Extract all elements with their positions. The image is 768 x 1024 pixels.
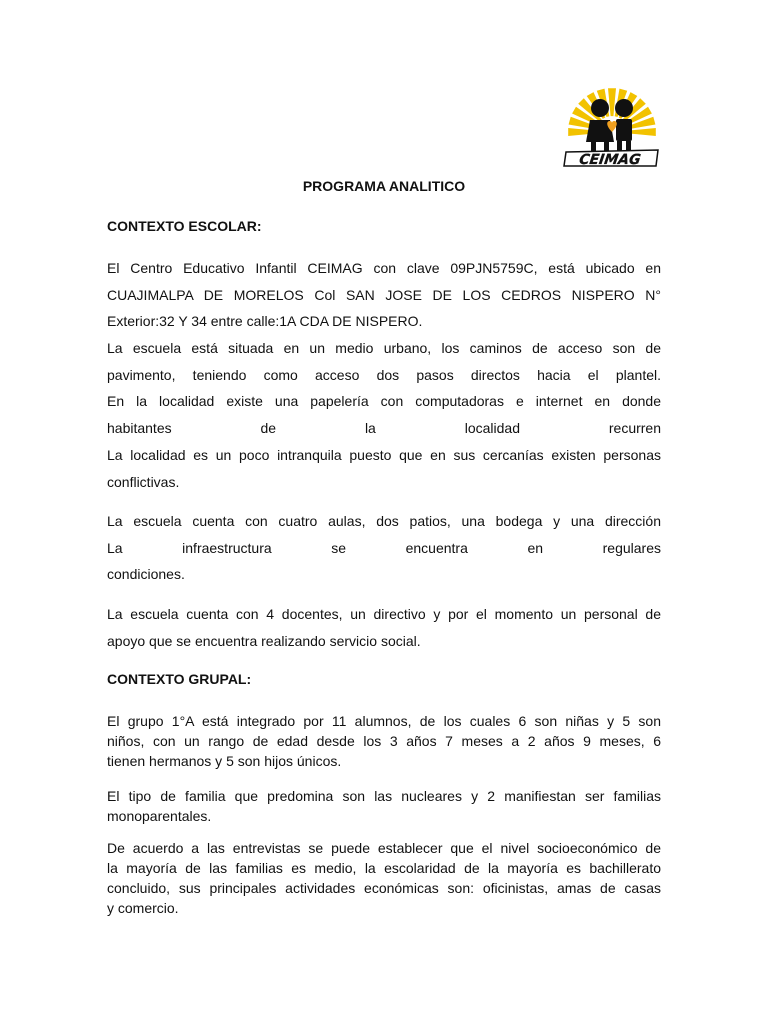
paragraph-line: habitantes de la localidad recurren: [107, 420, 661, 437]
grupal-paragraph-2: [107, 786, 661, 826]
escolar-paragraph-1: [107, 255, 661, 335]
paragraph-line: El Centro Educativo Infantil CEIMAG con clave 09PJN5759C, está ubicado en: [107, 260, 661, 276]
paragraph-line: tienen hermanos y 5 son hijos únicos.: [107, 753, 342, 769]
paragraph-line: Exterior:32 Y 34 entre calle:1A CDA DE NISPERO.: [107, 313, 423, 330]
document-title: PROGRAMA ANALITICO: [302, 178, 466, 194]
section-heading-escolar: CONTEXTO ESCOLAR:: [107, 218, 262, 234]
paragraph-line: De acuerdo a las entrevistas se puede establecer que el nivel socioeconómico de: [107, 840, 661, 856]
paragraph-line: monoparentales.: [107, 808, 212, 824]
paragraph-line: CUAJIMALPA DE MORELOS Col SAN JOSE DE LOS CEDROS NISPERO N°: [107, 286, 661, 303]
logo-wordmark: CEIMAG: [578, 152, 642, 168]
ceimag-logo-image: [560, 88, 664, 168]
paragraph-line: concluido, sus principales actividades económicas son: oficinistas, amas de casas: [107, 880, 661, 896]
paragraph-line: niños, con un rango de edad desde los 3 años 7 meses a 2 años 9 meses, 6: [107, 733, 661, 749]
paragraph-line: y comercio.: [107, 900, 179, 916]
paragraph-line: El tipo de familia que predomina son las nucleares y 2 manifiestan ser familias: [107, 788, 661, 804]
escolar-paragraph-3: [107, 508, 661, 588]
paragraph-line: conflictivas.: [107, 473, 180, 490]
paragraph-line: La escuela cuenta con cuatro aulas, dos patios, una bodega y una dirección: [107, 513, 661, 529]
escolar-paragraph-2: [107, 335, 661, 495]
paragraph-line: condiciones.: [107, 566, 185, 583]
grupal-paragraph-3: [107, 838, 661, 918]
escolar-paragraph-4: [107, 601, 661, 654]
ceimag-logo: [560, 88, 664, 168]
paragraph-line: la mayoría de las familias es medio, la escolaridad de la mayoría es bachillerato: [107, 860, 661, 876]
sun-ray: [608, 88, 616, 116]
paragraph-line: El grupo 1°A está integrado por 11 alumnos, de los cuales 6 son niñas y 5 son: [107, 713, 661, 729]
paragraph-line: En la localidad existe una papelería con computadoras e internet en donde: [107, 393, 661, 410]
paragraph-line: La localidad es un poco intranquila puesto que en sus cercanías existen personas: [107, 446, 661, 463]
paragraph-line: La escuela cuenta con 4 docentes, un directivo y por el momento un personal de: [107, 606, 661, 622]
grupal-paragraph-1: [107, 711, 661, 771]
section-heading-grupal: CONTEXTO GRUPAL:: [107, 671, 252, 687]
paragraph-line: pavimento, teniendo como acceso dos pasos directos hacia el plantel.: [107, 366, 661, 383]
sun-ray: [628, 128, 656, 136]
paragraph-line: apoyo que se encuentra realizando servicio social.: [107, 632, 421, 649]
paragraph-line: La escuela está situada en un medio urbano, los caminos de acceso son de: [107, 340, 661, 356]
paragraph-line: La infraestructura se encuentra en regulares: [107, 539, 661, 556]
